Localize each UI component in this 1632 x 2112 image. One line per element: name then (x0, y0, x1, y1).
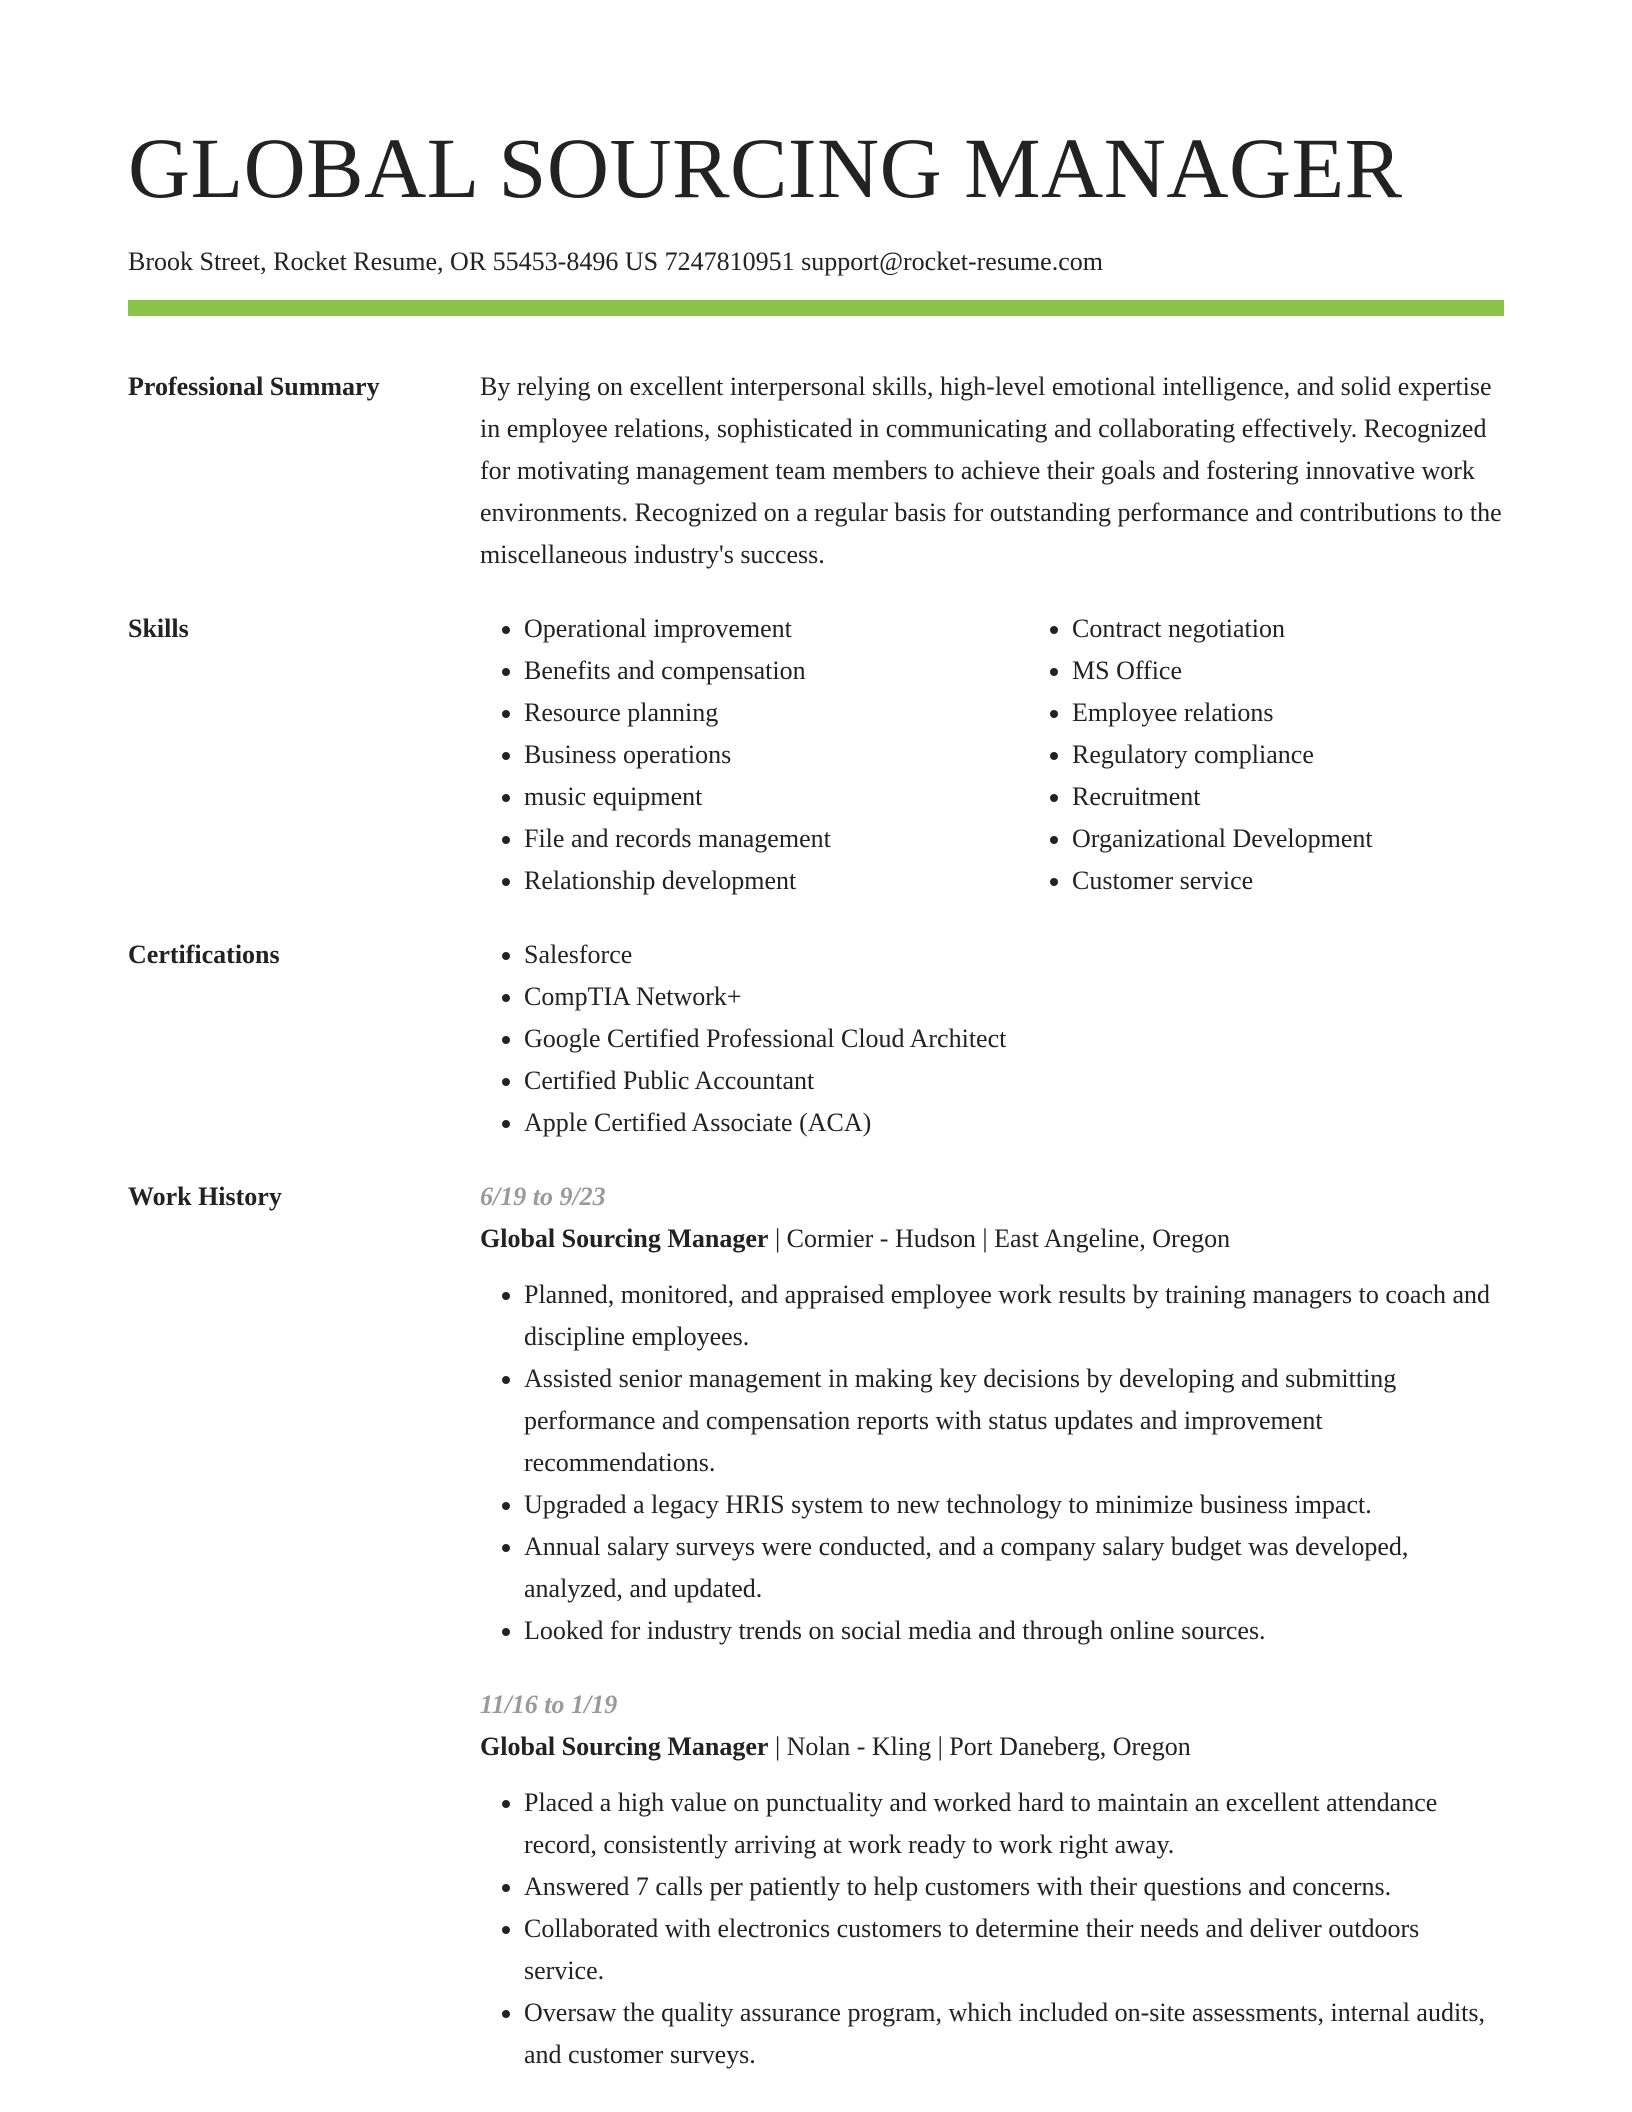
skill-item: • Resource planning (524, 692, 1028, 734)
skill-item: • File and records management (524, 818, 1028, 860)
certification-item: • Salesforce (524, 934, 1504, 976)
skill-item: • Benefits and compensation (524, 650, 1028, 692)
job-bullet: • Planned, monitored, and appraised employee work results by training managers to coach and discipline employees. (524, 1274, 1504, 1358)
certifications-list (480, 934, 1504, 1144)
skill-item: • Contract negotiation (1072, 608, 1576, 650)
skill-item: • Operational improvement (524, 608, 1028, 650)
section-label-skills: Skills (128, 614, 189, 643)
section-label-certifications: Certifications (128, 940, 280, 969)
resume-name: GLOBAL SOURCING MANAGER (128, 120, 1403, 216)
work-history-section (128, 1176, 1504, 2076)
job-bullet: • Placed a high value on punctuality and worked hard to maintain an excellent attendance record, consistently arriving at work ready to work right away. (524, 1782, 1504, 1866)
job-bullets (480, 1274, 1504, 1652)
job-title: Global Sourcing Manager (480, 1732, 769, 1761)
job-bullet: • Upgraded a legacy HRIS system to new technology to minimize business impact. (524, 1484, 1504, 1526)
job-entry (480, 1176, 1504, 1652)
job-heading (480, 1726, 1504, 1768)
contact-phone: 7247810951 (664, 247, 795, 276)
job-bullet: • Oversaw the quality assurance program, which included on-site assessments, internal audits, and customer surveys. (524, 1992, 1504, 2076)
skill-item: • MS Office (1072, 650, 1576, 692)
certifications-section (128, 934, 1504, 1144)
job-bullets (480, 1782, 1504, 2076)
job-location: | East Angeline, Oregon (976, 1224, 1230, 1253)
skill-item: • Business operations (524, 734, 1028, 776)
job-dates: 6/19 to 9/23 (480, 1182, 606, 1211)
job-heading (480, 1218, 1504, 1260)
job-bullet: • Answered 7 calls per patiently to help customers with their questions and concerns. (524, 1866, 1504, 1908)
skill-item: • Recruitment (1072, 776, 1576, 818)
skills-section (128, 608, 1504, 902)
job-bullet: • Annual salary surveys were conducted, and a company salary budget was developed, analyzed, and updated. (524, 1526, 1504, 1610)
contact-email: support@rocket-resume.com (801, 247, 1103, 276)
contact-address: Brook Street, Rocket Resume, OR 55453-8496 US (128, 247, 659, 276)
job-location: | Port Daneberg, Oregon (931, 1732, 1191, 1761)
job-bullet: • Collaborated with electronics customers to determine their needs and deliver outdoors service. (524, 1908, 1504, 1992)
skills-list-column-2 (1028, 608, 1576, 902)
job-dates: 11/16 to 1/19 (480, 1690, 618, 1719)
summary-body (480, 366, 1504, 576)
job-entry (480, 1684, 1504, 2076)
section-label-work-history: Work History (128, 1182, 282, 1211)
certification-item: • Google Certified Professional Cloud Architect (524, 1018, 1504, 1060)
certifications-body (480, 934, 1504, 1144)
contact-line (128, 246, 1504, 278)
header-divider (128, 300, 1504, 316)
job-bullet: • Looked for industry trends on social media and through online sources. (524, 1610, 1504, 1652)
job-bullet: • Assisted senior management in making key decisions by developing and submitting performance and compensation reports with status updates and improvement recommendations. (524, 1358, 1504, 1484)
skill-item: • Regulatory compliance (1072, 734, 1576, 776)
resume-page (128, 0, 1504, 2076)
skill-item: • Relationship development (524, 860, 1028, 902)
job-company: | Cormier - Hudson (768, 1224, 975, 1253)
section-label-summary: Professional Summary (128, 372, 380, 401)
skill-item: • music equipment (524, 776, 1028, 818)
certification-item: • CompTIA Network+ (524, 976, 1504, 1018)
skills-list-column-1 (480, 608, 1028, 902)
skill-item: • Customer service (1072, 860, 1576, 902)
skill-item: • Organizational Development (1072, 818, 1576, 860)
skills-columns (480, 608, 1576, 902)
work-history-body (480, 1176, 1504, 2076)
skill-item: • Employee relations (1072, 692, 1576, 734)
certification-item: • Apple Certified Associate (ACA) (524, 1102, 1504, 1144)
job-title: Global Sourcing Manager (480, 1224, 769, 1253)
summary-text: By relying on excellent interpersonal skills, high-level emotional intelligence, and solid expertise in employee relations, sophisticated in communicating and collaborating effectively. Recognized for motivating management team members to achieve their goals and fostering innovative work environments. Recognized on a regular basis for outstanding performance and contributions to the miscellaneous industry's success. (480, 372, 1502, 569)
certification-item: • Certified Public Accountant (524, 1060, 1504, 1102)
professional-summary-section (128, 366, 1504, 576)
job-company: | Nolan - Kling (768, 1732, 931, 1761)
